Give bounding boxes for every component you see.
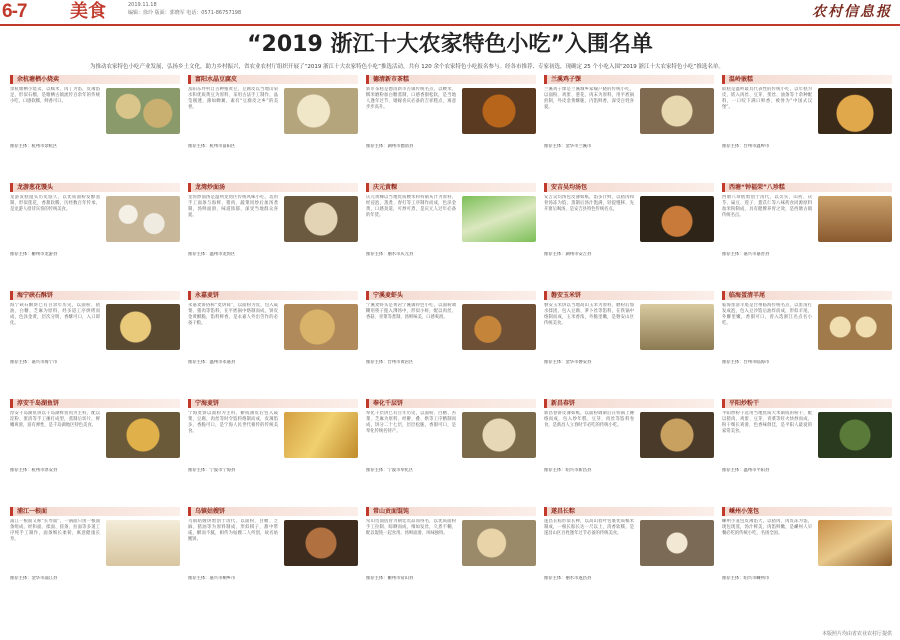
snack-recommender: 推荐主体：宁波市宁海县 [188,468,236,473]
snack-description: 嵊州小笼包皮薄馅大，以猪肉、肉皮冻为馅，现包现蒸，汤汁鲜美，肉馅鲜嫩，是嵊州人早餐必吃的传统小吃，名扬全国。 [722,519,812,536]
snack-card [10,183,180,257]
snack-card [188,399,358,473]
snack-name: 平阳炒粉干 [722,399,892,408]
snack-description: 淳安千岛湖鱼饼以千岛湖鲜鱼肉为主料，配以淀粉、蛋清等手工捶打成型，蒸制后切片，鲜嫩爽滑，富有弹性，是千岛湖地区特色美食。 [10,411,100,428]
snack-card [544,291,714,365]
snack-name: 兰溪鸡子馃 [544,75,714,84]
snack-name: 庆元黄粿 [366,183,536,192]
snack-recommender: 推荐主体：杭州市淳安县 [10,468,58,473]
snack-name: 温岭嵌糕 [722,75,892,84]
section-name: 美食 [70,1,106,22]
snack-recommender: 推荐主体：嘉兴市桐乡市 [188,576,236,581]
snack-card [366,75,536,149]
snack-recommender: 推荐主体：宁波市奉化区 [366,468,414,473]
snack-card [544,399,714,473]
snack-name: 龙湾炒面汤 [188,183,358,192]
snack-name: 磐安玉米饼 [544,291,714,300]
snack-recommender: 推荐主体：杭州市富阳区 [188,144,236,149]
snack-photo [640,196,714,242]
snack-name: 奉化千层饼 [366,399,536,408]
photo-credit: 本版照片均由省农业农村厅提供 [821,631,892,637]
snack-name: 遂昌长粽 [544,507,714,516]
snack-card [188,507,358,581]
snack-card [722,399,892,473]
snack-photo [640,520,714,566]
snack-card [366,291,536,365]
snack-name: 海宁硖石酥饼 [10,291,180,300]
snack-description: 宁溪麦虾头是黄岩宁溪镇特色小吃，以面粉调糊用筷子拨入沸汤中，形似小虾，配以肉丝、香菇、青菜等煮制，汤鲜味美，口感爽滑。 [366,303,456,320]
snack-name: 宁溪麦虾头 [366,291,536,300]
snack-description: 永嘉麦饼俗称“麦饼筒”，以面粉为皮，包入咸菜、猪肉等馅料，在平底锅中烙制而成，饼皮金黄酥脆，馅料鲜香，是永嘉人外出劳作的必备干粮。 [188,303,278,326]
snack-name: 临海蛋清羊尾 [722,291,892,300]
snack-recommender: 推荐主体：丽水市遂昌县 [544,576,592,581]
snack-photo [462,304,536,350]
snack-name: 安吉吴均汤包 [544,183,714,192]
snack-description: 龙湾炒面汤是温州龙湾区传统风味小吃，选用手工面条与海鲜、猪肉、蔬菜同炒后加汤煮制，汤鲜面滑，味道浓郁，深受当地群众喜爱。 [188,195,278,218]
snack-description: 乌镇姑嫂饼始创于清代，以面粉、白糖、芝麻、猪油等为原料制成，形似棋子，甜中带咸，酥而不腻，相传为姑嫂二人所创，故名姑嫂饼。 [188,519,278,542]
snack-card [10,75,180,149]
header-rule [0,24,900,26]
snack-name: 淳安千岛湖鱼饼 [10,399,180,408]
snack-card [10,291,180,365]
snack-recommender: 推荐主体：湖州市安吉县 [544,252,592,257]
intro-paragraph: 为推动农家特色小吃产业发展，弘扬乡土文化，助力乡村振兴，省农业农村厅组织开展了“2019 浙江十大农家特色小吃”推选活动，共有 120 余个农家特色小吃报名参与。经各市推荐、专家初选，现确定 25 个小吃入围“2019 浙江十大农家特色小吃”推选名单。 [90,64,724,70]
snack-recommender: 推荐主体：嘉兴市嘉善县 [722,252,770,257]
snack-name: 富阳水晶豆腐皮 [188,75,358,84]
snack-description: 兰溪鸡子馃是兰溪城乡家喻户晓的传统小吃，以面粉、鸡蛋、葱花、肉末为原料，用平底锅煎制，外皮金黄酥脆，内馅鲜香，深受百姓喜爱。 [544,87,634,110]
snack-card [722,75,892,149]
snack-photo [284,196,358,242]
snack-photo [818,412,892,458]
snack-card [722,291,892,365]
snack-name: 宁海麦饼 [188,399,358,408]
snack-card [366,183,536,257]
snack-recommender: 推荐主体：台州市临海市 [722,360,770,365]
snack-description: 庆元黄粿以当地优质粳米和特制灰汁为原料，经浸泡、蒸煮、舂打等工序制作而成，色泽金黄，口感劲道，可炒可煮，是庆元人过年必备的年货。 [366,195,456,218]
snack-card [366,399,536,473]
snack-name: 永嘉麦饼 [188,291,358,300]
snack-description: 西塘八珍糕始创于清代，以芡实、山药、茯苓、扁豆、莲子、薏苡仁等八味药食同源原料加米粉制成，具有健脾养胃之效，是西塘古镇传统名点。 [722,195,812,218]
snack-name: 龙游葱花馒头 [10,183,180,192]
snack-description: 海宁硖石酥饼已有百余年历史，以面粉、猪油、白糖、芝麻为原料，经多道工序烘烤而成，色泽金黄，层次分明，香酥可口，入口即化。 [10,303,100,326]
snack-photo [462,196,536,242]
snack-recommender: 推荐主体：金华市浦江县 [10,576,58,581]
snack-photo [640,412,714,458]
snack-photo [106,412,180,458]
snack-photo [284,520,358,566]
snack-photo [818,196,892,242]
snack-description: 新市茶糕是德清新市古镇传统名点，以粳米、糯米磨粉加白糖蒸制，口感香甜松软，是当地人逢年过节、婚嫁喜庆必备的吉祥糕点，寓意步步高升。 [366,87,456,110]
snack-recommender: 推荐主体：温州市永嘉县 [188,360,236,365]
snack-description: 新昌春饼皮薄如纸，以面粉调制后在铁锅上摊烙而成，包入炒年糕、豆芽、肉丝等馅料卷食，是新昌人立春时节必吃的传统小吃。 [544,411,634,428]
snack-card [366,507,536,581]
snack-photo [462,88,536,134]
snack-photo [640,88,714,134]
snack-card [544,507,714,581]
snack-photo [284,304,358,350]
editor-info: 编辑：徐玲 版面：郭晓军 电话：0571-86757198 [128,10,242,16]
snack-photo [462,412,536,458]
snack-recommender: 推荐主体：温州市龙湾区 [188,252,236,257]
snack-card [10,507,180,581]
snack-photo [106,196,180,242]
snack-description: 余杭塘栖小烧卖，以糯米、肉丁为馅，皮薄馅足，形似石榴，是塘栖古镇流传百余年的传统小吃，口感软糯，鲜香可口。 [10,87,100,104]
snack-card [188,183,358,257]
page-header [0,0,900,24]
snack-recommender: 推荐主体：嘉兴市海宁市 [10,360,58,365]
snack-photo [106,520,180,566]
snack-card [544,75,714,149]
snack-name: 余杭塘栖小烧卖 [10,75,180,84]
snack-name: 浦江一根面 [10,507,180,516]
snack-recommender: 推荐主体：湖州市德清县 [366,144,414,149]
snack-recommender: 推荐主体：杭州市余杭区 [10,144,58,149]
snack-description: 富阳东坪村自古种植黄豆，豆腐皮以当地山泉水和优质黄豆为原料，采用古法手工制作，晶莹剔透、薄如蝉翼，素有“豆腐皮之乡”的美誉。 [188,87,278,110]
snack-description: 龙游发糕馒头历史悠久，以优质面粉发酵蒸制，形似莲花，香甜软糯，历经数百年传承，是龙游人招待宾客的传统美食。 [10,195,100,212]
snack-description: 常山贡面因曾为朝廷贡品而得名，以优质面粉手工拉制、晾晒而成，细如发丝，久煮不糊，配以馄饨一起食用，汤鲜面滑，风味独特。 [366,519,456,536]
snack-description: 嵌糕是温岭最具代表性的传统小吃，以年糕为皮，嵌入肉丝、豆芽、蛋丝、油条等十余种配料，一口咬下满口鲜香，被誉为“中国式汉堡”。 [722,87,812,110]
snack-card [722,183,892,257]
snack-photo [818,304,892,350]
issue-date: 2019.11.18 [128,2,157,8]
snack-name: 常山贡面馄饨 [366,507,536,516]
snack-name: 新昌春饼 [544,399,714,408]
snack-name: 嵊州小笼包 [722,507,892,516]
snack-photo [818,88,892,134]
snack-recommender: 推荐主体：衢州市龙游县 [10,252,58,257]
snack-card [188,75,358,149]
snack-recommender: 推荐主体：金华市兰溪市 [544,144,592,149]
snack-description: 安吉吴均汤包皮薄如纸，馅多汁鲜，以猪肉和骨汤冻为馅，蒸制后汤汁饱满，轻提慢移，先开窗后喝汤，是安吉县特色传统名点。 [544,195,634,212]
snack-recommender: 推荐主体：绍兴市新昌县 [544,468,592,473]
snack-recommender: 推荐主体：衢州市常山县 [366,576,414,581]
snack-description: 奉化千层饼已有百年历史，以面粉、白糖、苔菜、芝麻为原料，经擀、叠、烘等工序精制而成，饼分二十七层，层层松脆，香甜可口，是奉化传统名特产。 [366,411,456,434]
snack-photo [640,304,714,350]
snack-recommender: 推荐主体：温州市平阳县 [722,468,770,473]
snack-recommender: 推荐主体：丽水市庆元县 [366,252,414,257]
snack-card [544,183,714,257]
snack-description: 临海蛋清羊尾是台州临海传统名点，以蛋清打发成泡，包入豆沙馅后油炸而成，形似羊尾，外酥里嫩，香甜可口，曾入选浙江名点名小吃。 [722,303,812,326]
snack-photo [284,88,358,134]
snack-description: 磐安玉米饼以当地高山玉米为原料，磨粉后加水揉团，包入豆腐、萝卜丝等馅料，在铁锅中烙制而成，玉米香浓，外脆里嫩，是磐安山区传统美食。 [544,303,634,326]
snack-card [722,507,892,581]
snack-photo [284,412,358,458]
snack-photo [106,304,180,350]
snack-recommender: 推荐主体：绍兴市嵊州市 [722,576,770,581]
snack-card [188,291,358,365]
snack-photo [106,88,180,134]
page-title: “2019 浙江十大农家特色小吃”入围名单 [247,32,653,57]
snack-description: 遂昌长粽形似长棒，以高山箬叶包裹优质糯米制成，一根长粽长达一尺以上，清香软糯，是遂昌山区百姓逢年过节必备的传统美食。 [544,519,634,536]
snack-card [10,399,180,473]
newspaper-brand: 农村信息报 [812,4,892,20]
snack-recommender: 推荐主体：金华市磐安县 [544,360,592,365]
snack-photo [818,520,892,566]
page-number: 6-7 [2,1,27,22]
snack-description: 平阳炒粉干选用当地优质大米制成的粉干，配以猪肉、鸡蛋、豆芽、青菜等旺火快炒而成，粉干细长爽滑，色香味俱佳，是平阳人最爱的家常美食。 [722,411,812,434]
snack-recommender: 推荐主体：台州市黄岩区 [366,360,414,365]
snack-name: 乌镇姑嫂饼 [188,507,358,516]
snack-name: 德清新市茶糕 [366,75,536,84]
snack-description: 浦江一根面又称“长寿面”，一锅面只由一根面条组成，经和面、揉面、搓条、拉面等多道工序纯手工制作，面条细长柔韧，寓意健康长寿。 [10,519,100,542]
snack-name: 西塘“钟福荣”八珍糕 [722,183,892,192]
snack-recommender: 推荐主体：台州市温岭市 [722,144,770,149]
snack-description: 宁海麦饼以面粉为主料，擀成薄皮后包入咸菜、豆腐、肉丝等时令馅料烙制而成，皮薄馅多，香脆可口，是宁海人民世代相传的传统美食。 [188,411,278,434]
snack-photo [462,520,536,566]
